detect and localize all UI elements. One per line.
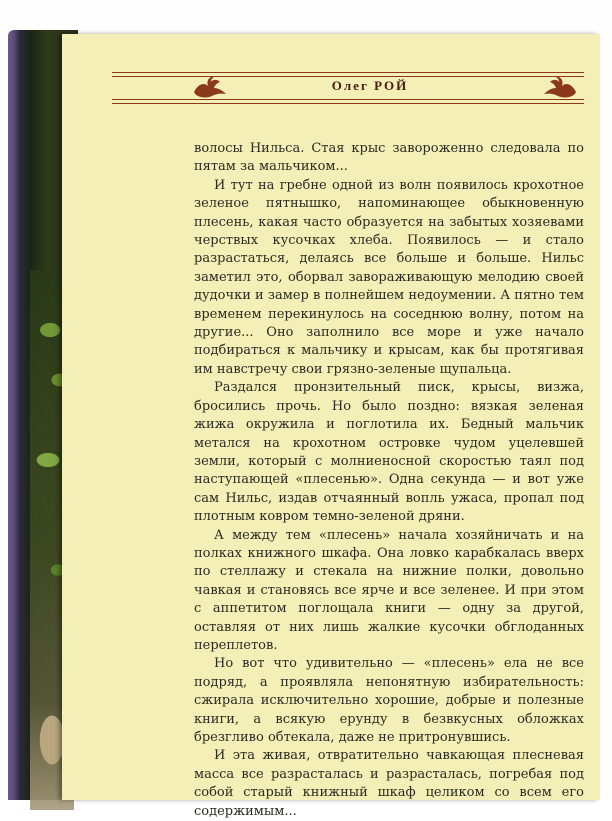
paragraph: И тут на гребне одной из волн появилось крохотное зеленое пятнышко, напоминающее обыкновенную плесень, какая часто образуется на забытых хозяевами черствых кусочках хлеба. Появилось — и стало разрастаться, делаясь все больше и больше. Нильс заметил это, оборвал завораживающую мелодию своей дудочки и замер в полнейшем недоумении. А пятно тем временем перекинулось на соседнюю волну, потом на другие... Оно заполнило все море и уже начало подбираться к мальчику и крысам, как бы протягивая им навстречу свои грязно-зеленые щупальца.: [194, 177, 584, 377]
page-body-text: [194, 140, 584, 821]
paragraph: И эта живая, отвратительно чавкающая плесневая масса все разрасталась и разрасталась, погребая под собой старый книжный шкаф целиком со всем его содержимым...: [194, 748, 584, 819]
paragraph: волосы Нильса. Стая крыс завороженно следовала по пятам за мальчиком...: [194, 141, 584, 175]
paragraph: Но вот что удивительно — «плесень» ела не все подряд, а проявляла непонятную избирательность: сжирала исключительно хорошие, добрые и полезные книги, а всякую ерунду в безвкусных обложках брезгливо обтекала, даже не притронувшись.: [194, 656, 584, 745]
running-header-author: Олег РОЙ: [331, 78, 409, 93]
dragon-ornament-left-icon: [190, 74, 230, 100]
dragon-ornament-right-icon: [540, 74, 580, 100]
paragraph: А между тем «плесень» начала хозяйничать и на полках книжного шкафа. Она ловко карабкалась вверх по стеллажу и стекала на нижние полки, довольно чавкая и становясь все ярче и все зеленее. И при этом с аппетитом поглощала книги — одну за другой, оставляя от них лишь жалкие кусочки обглоданных переплетов.: [194, 527, 584, 653]
paragraph: Раздался пронзительный писк, крысы, визжа, бросились прочь. Но было поздно: вязкая зеленая жижа окружила и поглотила их. Бедный мальчик метался на крохотном островке чудом уцелевшей земли, который с молниеносной скоростью таял под наступающей «плесенью». Одна секунда — и вот уже сам Нильс, издав отчаянный вопль ужаса, пропал под плотным ковром темно-зеленой дряни.: [194, 380, 584, 525]
